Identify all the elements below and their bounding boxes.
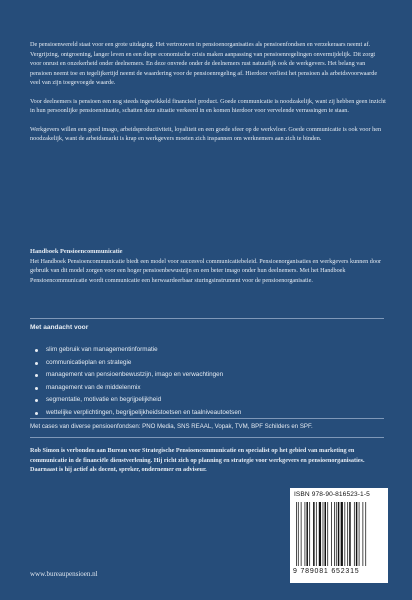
bullet-icon	[35, 362, 38, 365]
website-url: www.bureaupensioen.nl	[30, 570, 98, 578]
ean-digits: 9 789081 652315	[293, 568, 360, 575]
isbn-number: ISBN 978-90-816523-1-5	[294, 491, 370, 498]
barcode-bar	[325, 502, 327, 566]
barcode-bar	[306, 502, 308, 566]
barcode-bar	[341, 502, 343, 566]
list-item: management van de middelenmix	[30, 382, 388, 395]
barcode-bar	[323, 502, 324, 566]
handbook-heading: Handboek Pensioencommunicatie	[30, 248, 123, 255]
barcode-bar	[301, 502, 302, 566]
handbook-text: Het Handboek Pensioencommunicatie biedt een model voor succesvol communicatiebeleid. Pensioenorganisaties en werkgevers kunnen door gebruik van dit model zorgen voor een hoger pensioenbewustzijn en een beter imago onder hun deelnemers. Met het Handboek Pensioencommunicatie wordt communicatie een herwaardeerbaar sturingsinstrument voor de pensioenorganisatie.	[30, 257, 382, 284]
intro-paragraph-3: Werkgevers willen een goed imago, arbeidsproductiviteit, loyaliteit en een goede sfeer op de werkvloer. Goede communicatie is ook voor hen noodzakelijk, want de arbeidsmarkt is krap en werkgevers moeten zich inspannen om werknemers aan zich te binden.	[30, 125, 382, 142]
list-item: wettelijke verplichtingen, begrijpelijkheidstoetsen en taalniveautoetsen	[30, 407, 388, 420]
barcode-bar	[349, 502, 351, 566]
author-bio-section	[30, 446, 388, 475]
divider-top	[30, 318, 384, 319]
barcode-bar	[347, 502, 348, 566]
barcode-bar	[305, 502, 306, 566]
barcode-label	[290, 488, 388, 583]
barcode-bar	[327, 502, 328, 566]
barcode-bar	[334, 502, 335, 566]
barcode-bar	[296, 502, 297, 566]
intro-section	[30, 40, 388, 144]
barcode-bar	[338, 502, 340, 566]
barcode-bar	[354, 502, 355, 566]
barcode-bar	[356, 502, 358, 566]
barcode-bar	[365, 502, 366, 566]
barcode-bar	[344, 502, 345, 566]
bullet-icon	[35, 412, 38, 415]
list-item: segmentatie, motivatie en begrijpelijkheid	[30, 394, 388, 407]
cases-section	[30, 422, 388, 431]
barcode-bar	[359, 502, 360, 566]
cases-text: Met cases van diverse pensioenfondsen: PNO Media, SNS REAAL, Vopak, TVM, BPF Schilders en SPF.	[30, 423, 313, 430]
handbook-section	[30, 247, 388, 285]
barcode-bar	[336, 502, 337, 566]
barcode-bar	[319, 502, 321, 566]
barcode-bars	[296, 502, 366, 566]
author-bio: Rob Simon is verbonden aan Bureau voor Strategische Pensioencommunicatie en specialist op het gebied van marketing en communicatie in de financiële dienstverlening. Hij richt zich op planning en strategie voor werkgevers en pensioenorganisaties. Daarnaast is hij actief als docent, spreker, ondernemer en adviseur.	[30, 447, 365, 474]
bullet-icon	[35, 374, 38, 377]
focus-list	[30, 344, 388, 420]
barcode-bar	[298, 502, 299, 566]
bullet-icon	[35, 399, 38, 402]
bullet-icon	[35, 349, 38, 352]
barcode-bar	[363, 502, 364, 566]
divider-middle	[30, 418, 384, 419]
list-item: management van pensioenbewustzijn, imago en verwachtingen	[30, 369, 388, 382]
barcode-graphic	[296, 502, 382, 566]
divider-bottom	[30, 437, 384, 438]
focus-section	[30, 324, 388, 420]
intro-paragraph-2: Voor deelnemers is pensioen een nog steeds ingewikkeld financieel product. Goede communicatie is noodzakelijk, want zij hebben geen inzicht in hun persoonlijke pensioensituatie, schatten deze situatie verkeerd in en komen hierdoor voor vervelende verrassingen te staan.	[30, 97, 386, 114]
barcode-bar	[309, 502, 310, 566]
intro-paragraph-1: De pensioenwereld staat voor een grote uitdaging. Het vertrouwen in pensioenorganisaties als pensioenfondsen en verzekeraars neemt af. Vergrijzing, ontgroening, langer leven en een diepe economische crisis maken aanpassing van pensioenregelingen onvermijdelijk. Dit zorgt voor onrust en onzekerheid onder deelnemers. En deze onvrede onder de deelnemers rust natuurlijk ook de werkgevers. Het belang van pensioen neemt toe en tegelijkertijd neemt de waardering voor de pensioenregeling af. Hierdoor verliest het pensioen als arbeidsvoorwaarde veel van zijn toegevoegde waarde.	[30, 41, 378, 86]
barcode-bar	[313, 502, 315, 566]
list-item: slim gebruik van managementinformatie	[30, 344, 388, 357]
focus-title: Met aandacht voor	[30, 324, 89, 331]
barcode-bar	[331, 502, 332, 566]
list-item: communicatieplan en strategie	[30, 357, 388, 370]
bullet-icon	[35, 387, 38, 390]
barcode-bar	[316, 502, 317, 566]
